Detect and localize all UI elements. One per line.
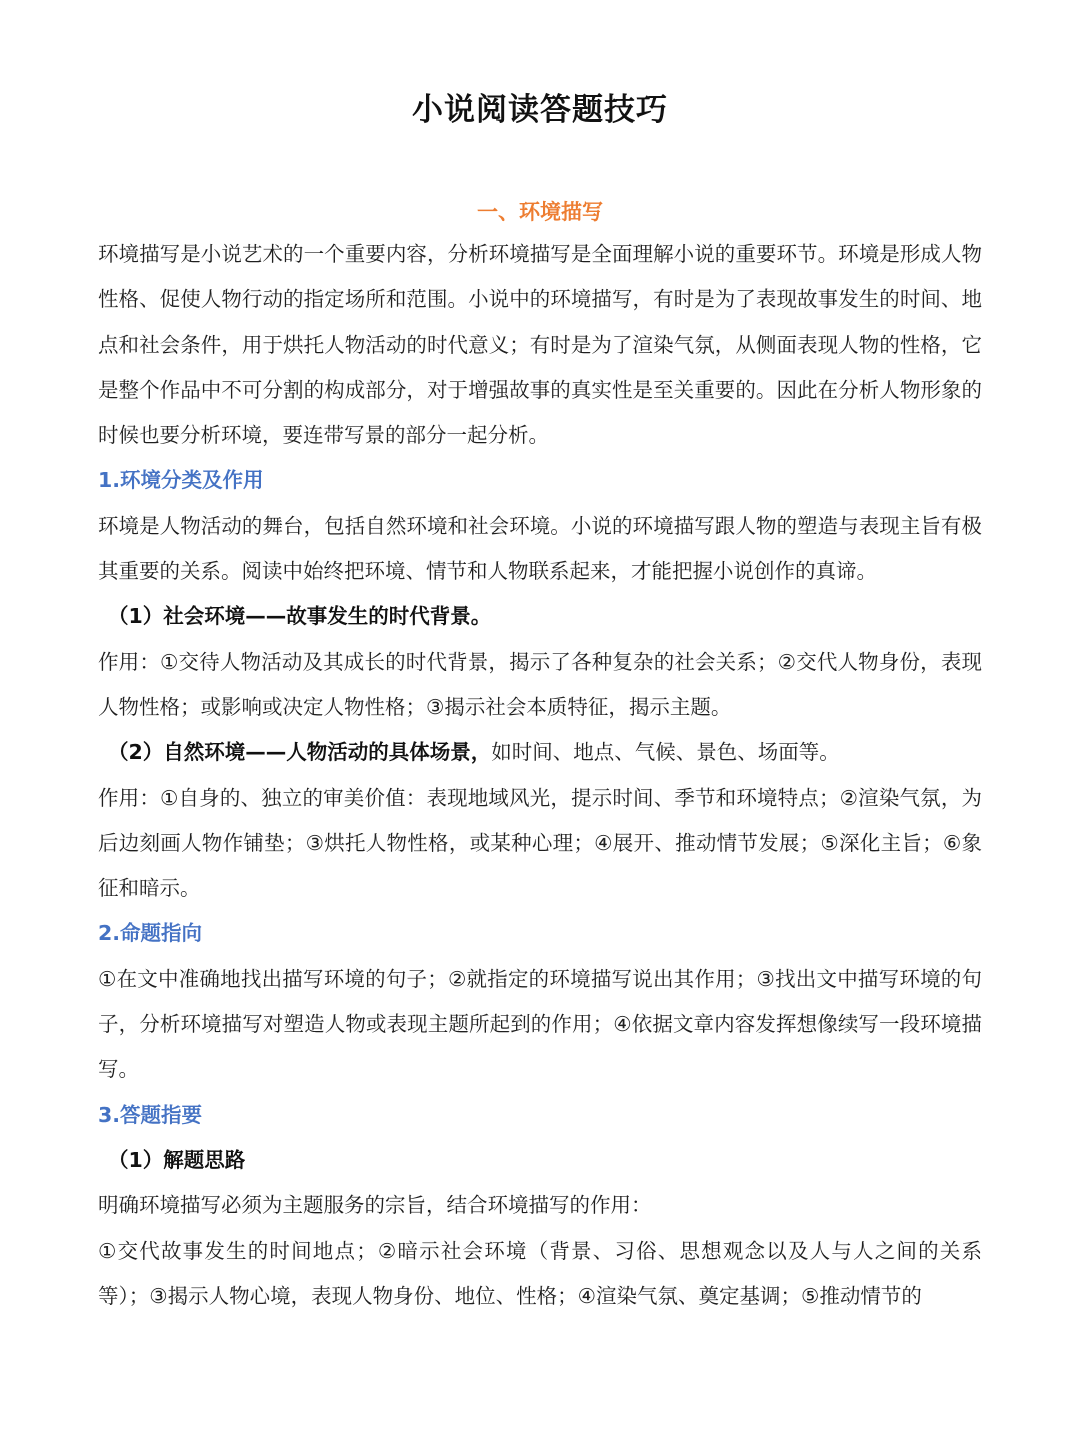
subheading-classification: 1.环境分类及作用 [98,468,264,493]
section-heading-environment: 一、环境描写 [477,200,603,224]
natural-environment-label [98,730,982,775]
social-environment-role: 作用：①交待人物活动及其成长的时代背景，揭示了各种复杂的社会关系；②交代人物身份，表现人物性格；或影响或决定人物性格；③揭示社会本质特征，揭示主题。 [98,649,982,719]
social-environment-title: （1）社会环境——故事发生的时代背景。 [108,604,492,629]
subheading-question-direction: 2.命题指向 [98,921,203,946]
solving-approach-paragraph: 明确环境描写必须为主题服务的宗旨，结合环境描写的作用： [98,1193,652,1218]
document-title: 小说阅读答题技巧 [412,92,668,128]
section-intro-paragraph: 环境描写是小说艺术的一个重要内容，分析环境描写是全面理解小说的重要环节。环境是形成人物性格、促使人物行动的指定场所和范围。小说中的环境描写，有时是为了表现故事发生的时间、地点和社会条件，用于烘托人物活动的时代意义；有时是为了渲染气氛，从侧面表现人物的性格，它是整个作品中不可分割的构成部分，对于增强故事的真实性是至关重要的。因此在分析人物形象的时候也要分析环境，要连带写景的部分一起分析。 [98,242,982,448]
question-direction-paragraph: ①在文中准确地找出描写环境的句子；②就指定的环境描写说出其作用；③找出文中描写环境的句子，分析环境描写对塑造人物或表现主题所起到的作用；④依据文章内容发挥想像续写一段环境描写。 [98,966,982,1082]
solving-approach-label [98,1138,982,1183]
environment-function-list: ①交代故事发生的时间地点；②暗示社会环境（背景、习俗、思想观念以及人与人之间的关系等）；③揭示人物心境，表现人物身份、地位、性格；④渲染气氛、奠定基调；⑤推动情节的 [98,1238,982,1308]
solving-approach-title: （1）解题思路 [108,1147,246,1172]
subheading-answer-guide: 3.答题指要 [98,1102,203,1127]
natural-environment-examples: 如时间、地点、气候、景色、场面等。 [491,740,840,765]
natural-environment-role: 作用：①自身的、独立的审美价值：表现地域风光，提示时间、季节和环境特点；②渲染气氛，为后边刻画人物作铺垫；③烘托人物性格，或某种心理；④展开、推动情节发展；⑤深化主旨；⑥象征和暗示。 [98,785,982,901]
classification-paragraph: 环境是人物活动的舞台，包括自然环境和社会环境。小说的环境描写跟人物的塑造与表现主旨有极其重要的关系。阅读中始终把环境、情节和人物联系起来，才能把握小说创作的真谛。 [98,513,982,584]
social-environment-label [98,594,982,639]
natural-environment-title: （2）自然环境——人物活动的具体场景， [108,740,492,765]
